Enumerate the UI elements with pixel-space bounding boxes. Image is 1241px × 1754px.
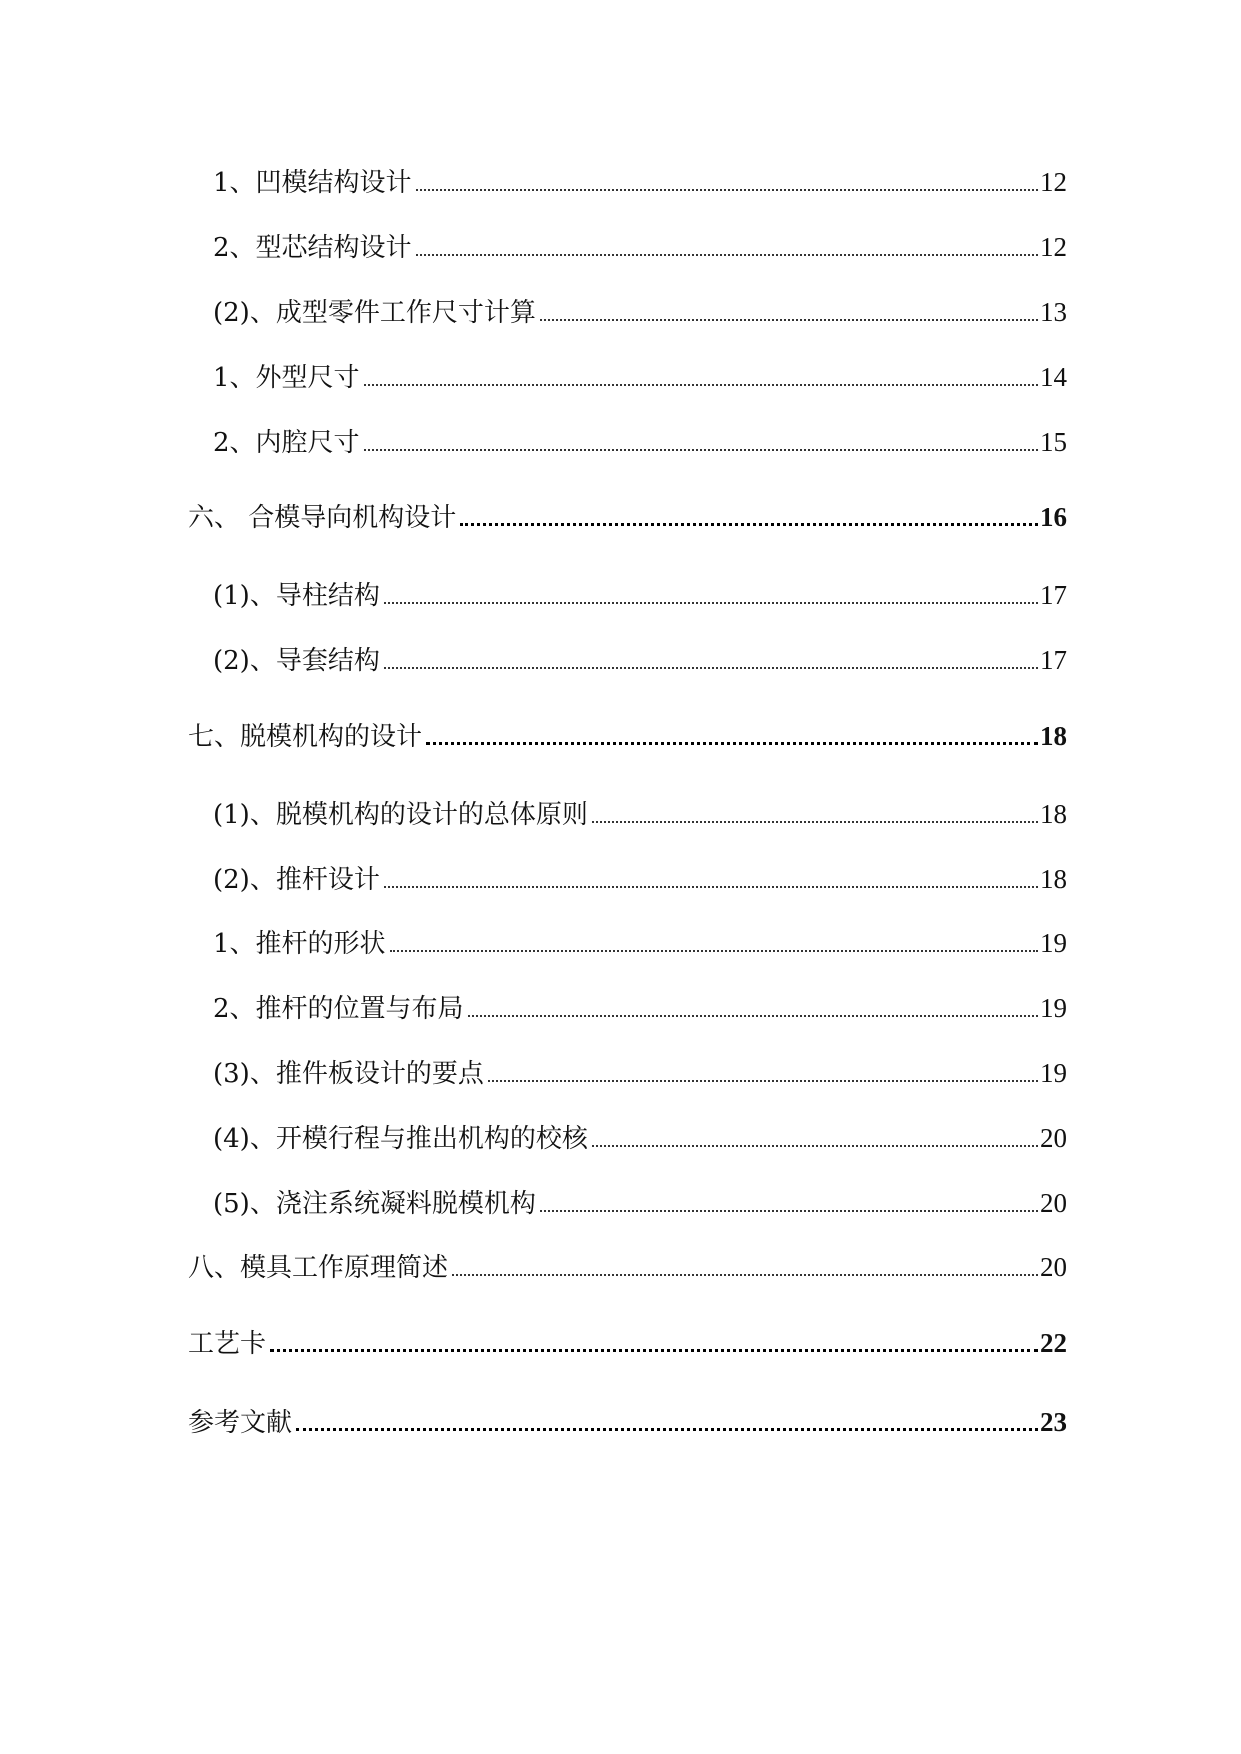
- toc-entry-page: 19: [1040, 993, 1067, 1023]
- dot-leader: [364, 384, 1038, 386]
- dot-leader: [416, 189, 1038, 191]
- dot-leader: [384, 886, 1038, 888]
- dot-leader: [270, 1349, 1038, 1352]
- toc-entry-title: 七、脱模机构的设计: [188, 722, 423, 752]
- toc-entry[interactable]: [188, 1323, 1067, 1363]
- dot-leader: [390, 950, 1038, 952]
- toc-entry-page: 13: [1040, 297, 1067, 327]
- toc-entry[interactable]: [213, 575, 1067, 615]
- toc-entry-page: 17: [1040, 645, 1067, 675]
- toc-entry-title: (2)、导套结构: [213, 646, 380, 676]
- toc-entry-page: 20: [1040, 1252, 1067, 1282]
- toc-entry[interactable]: [213, 794, 1067, 834]
- toc-entry-title: (1)、脱模机构的设计的总体原则: [213, 800, 588, 830]
- toc-entry[interactable]: [213, 1053, 1067, 1093]
- toc-entry[interactable]: [213, 1183, 1067, 1223]
- dot-leader: [364, 449, 1038, 451]
- toc-entry-title: 六、 合模导向机构设计: [188, 503, 457, 533]
- toc-entry[interactable]: [213, 640, 1067, 680]
- toc-entry-title: 1、外型尺寸: [213, 363, 360, 393]
- toc-entry-title: (3)、推件板设计的要点: [213, 1059, 484, 1089]
- toc-entry-page: 19: [1040, 1058, 1067, 1088]
- toc-entry-title: 2、推杆的位置与布局: [213, 994, 464, 1024]
- toc-entry[interactable]: [213, 923, 1067, 963]
- toc-entry[interactable]: [188, 716, 1067, 756]
- toc-entry-title: 2、型芯结构设计: [213, 233, 412, 263]
- toc-entry-page: 12: [1040, 167, 1067, 197]
- dot-leader: [460, 523, 1038, 526]
- toc-entry[interactable]: [213, 988, 1067, 1028]
- toc-entry[interactable]: [188, 1247, 1067, 1287]
- toc-entry[interactable]: [188, 497, 1067, 537]
- dot-leader: [540, 1210, 1038, 1212]
- toc-entry[interactable]: [213, 227, 1067, 267]
- toc-entry-page: 23: [1040, 1407, 1067, 1437]
- dot-leader: [416, 254, 1038, 256]
- toc-entry[interactable]: [213, 162, 1067, 202]
- toc-entry-title: (4)、开模行程与推出机构的校核: [213, 1124, 588, 1154]
- toc-entry-page: 20: [1040, 1123, 1067, 1153]
- toc-entry[interactable]: [213, 292, 1067, 332]
- dot-leader: [592, 821, 1038, 823]
- toc-entry-page: 20: [1040, 1188, 1067, 1218]
- toc-entry[interactable]: [188, 1402, 1067, 1442]
- toc-entry-page: 19: [1040, 928, 1067, 958]
- toc-entry-title: 1、推杆的形状: [213, 929, 386, 959]
- toc-entry-title: (2)、推杆设计: [213, 865, 380, 895]
- toc-entry-page: 12: [1040, 232, 1067, 262]
- toc-entry-page: 15: [1040, 427, 1067, 457]
- toc-entry[interactable]: [213, 859, 1067, 899]
- toc-entry-page: 18: [1040, 721, 1067, 751]
- toc-entry-page: 16: [1040, 502, 1067, 532]
- dot-leader: [452, 1274, 1038, 1276]
- dot-leader: [540, 319, 1038, 321]
- dot-leader: [468, 1015, 1038, 1017]
- toc-entry-title: 八、模具工作原理简述: [188, 1253, 449, 1283]
- toc-entry-page: 14: [1040, 362, 1067, 392]
- toc-entry-title: (5)、浇注系统凝料脱模机构: [213, 1189, 536, 1219]
- toc-entry[interactable]: [213, 1118, 1067, 1158]
- toc-entry-title: 工艺卡: [188, 1329, 267, 1359]
- toc-entry-page: 18: [1040, 799, 1067, 829]
- toc-entry-title: (2)、成型零件工作尺寸计算: [213, 298, 536, 328]
- toc-entry-title: 1、凹模结构设计: [213, 168, 412, 198]
- dot-leader: [592, 1145, 1038, 1147]
- dot-leader: [384, 667, 1038, 669]
- toc-entry-page: 17: [1040, 580, 1067, 610]
- dot-leader: [488, 1080, 1038, 1082]
- toc-entry[interactable]: [213, 357, 1067, 397]
- toc-entry-page: 22: [1040, 1328, 1067, 1358]
- dot-leader: [426, 742, 1038, 745]
- toc-entry-title: 参考文献: [188, 1408, 293, 1438]
- toc-entry-page: 18: [1040, 864, 1067, 894]
- toc-entry-title: 2、内腔尺寸: [213, 428, 360, 458]
- dot-leader: [384, 602, 1038, 604]
- toc-entry-title: (1)、导柱结构: [213, 581, 380, 611]
- toc-entry[interactable]: [213, 422, 1067, 462]
- dot-leader: [296, 1428, 1038, 1431]
